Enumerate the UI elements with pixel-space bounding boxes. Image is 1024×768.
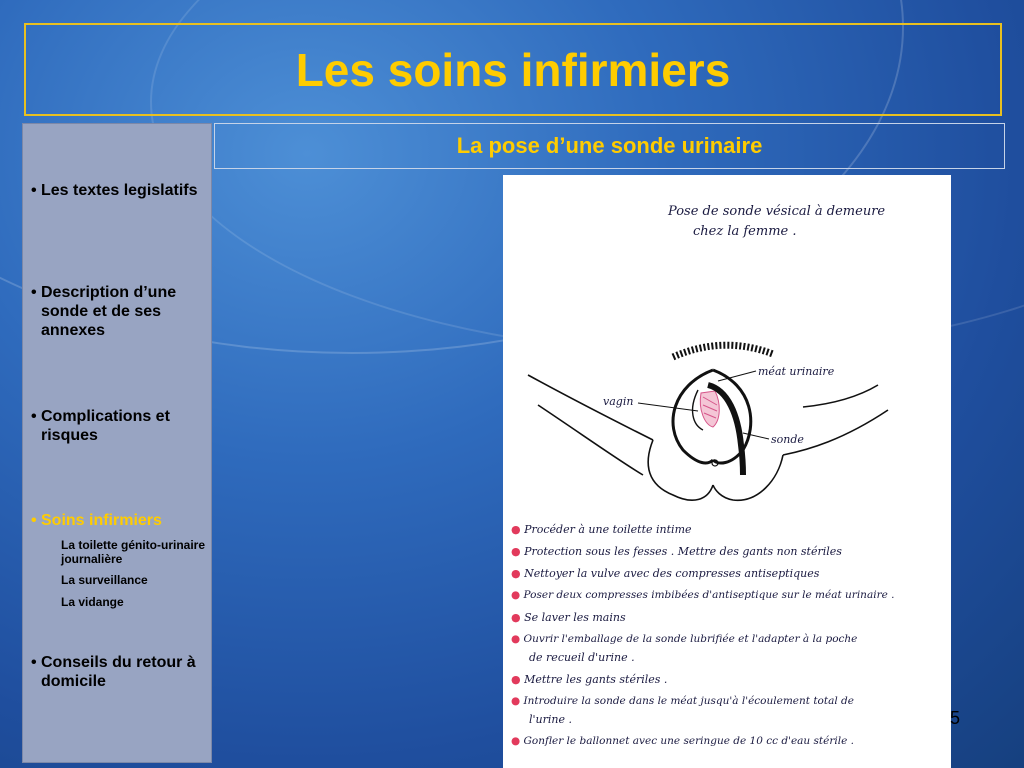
step-item: ● Procéder à une toilette intime	[511, 523, 692, 536]
sidebar-item-label: Soins infirmiers	[41, 512, 162, 529]
slide-title: Les soins infirmiers	[295, 43, 731, 96]
sidebar-subitem-surveillance[interactable]: La surveillance	[61, 573, 148, 587]
sidebar-item-label: Les textes legislatifs	[41, 182, 198, 199]
body-outline	[538, 405, 643, 475]
pointer-line	[638, 403, 698, 411]
step-item: ● Introduire la sonde dans le méat jusqu'à l'écoulement total de	[511, 695, 854, 707]
page-number: 5	[950, 708, 961, 728]
bullet-icon: •	[31, 408, 37, 425]
slide-subtitle: La pose d’une sonde urinaire	[456, 133, 763, 158]
pink-region	[700, 391, 719, 427]
bullet-icon: •	[31, 284, 37, 301]
sidebar-item-label: Conseils du retour à domicile	[41, 654, 196, 690]
step-item-continuation: de recueil d'urine .	[529, 651, 635, 664]
sidebar-subitem-vidange[interactable]: La vidange	[61, 595, 124, 609]
sidebar-subitem-toilette[interactable]: La toilette génito-urinaire journalière	[61, 538, 206, 566]
scanned-illustration	[503, 175, 951, 768]
sidebar-item-conseils[interactable]	[31, 653, 209, 691]
drawing-heading-line2: chez la femme .	[693, 224, 797, 239]
hair-stroke	[673, 345, 773, 357]
body-outline	[528, 375, 653, 440]
bullet-icon: •	[31, 512, 37, 529]
sidebar-item-description[interactable]	[31, 283, 209, 340]
step-item: ● Protection sous les fesses . Mettre des gants non stériles	[511, 545, 842, 558]
sidebar-item-label: Complications et risques	[41, 408, 170, 444]
sidebar-item-label: Description d’une sonde et de ses annexes	[41, 284, 177, 339]
bullet-icon: •	[31, 182, 37, 199]
title-box	[24, 23, 1002, 116]
body-outline	[803, 385, 878, 407]
sidebar-item-complications[interactable]	[31, 407, 209, 445]
step-item: ● Mettre les gants stériles .	[511, 673, 668, 686]
step-item: ● Se laver les mains	[511, 611, 626, 624]
drawing-heading-line1: Pose de sonde vésical à demeure	[668, 204, 886, 219]
subtitle-box	[214, 123, 1005, 169]
step-item: ● Poser deux compresses imbibées d'antiseptique sur le méat urinaire .	[511, 589, 895, 601]
step-item: ● Gonfler le ballonnet avec une seringue de 10 cc d'eau stérile .	[511, 735, 854, 747]
label-sonde: sonde	[771, 433, 804, 446]
label-vagin: vagin	[603, 395, 634, 408]
label-meat: méat urinaire	[758, 365, 835, 378]
step-item-continuation: l'urine .	[529, 713, 572, 726]
bullet-icon: •	[31, 654, 37, 671]
sidebar-item-textes[interactable]	[31, 181, 209, 200]
sidebar	[22, 123, 212, 763]
sidebar-item-soins[interactable]	[31, 511, 209, 530]
step-item: ● Nettoyer la vulve avec des compresses antiseptiques	[511, 567, 820, 580]
step-item: ● Ouvrir l'emballage de la sonde lubrifiée et l'adapter à la poche	[511, 633, 858, 645]
